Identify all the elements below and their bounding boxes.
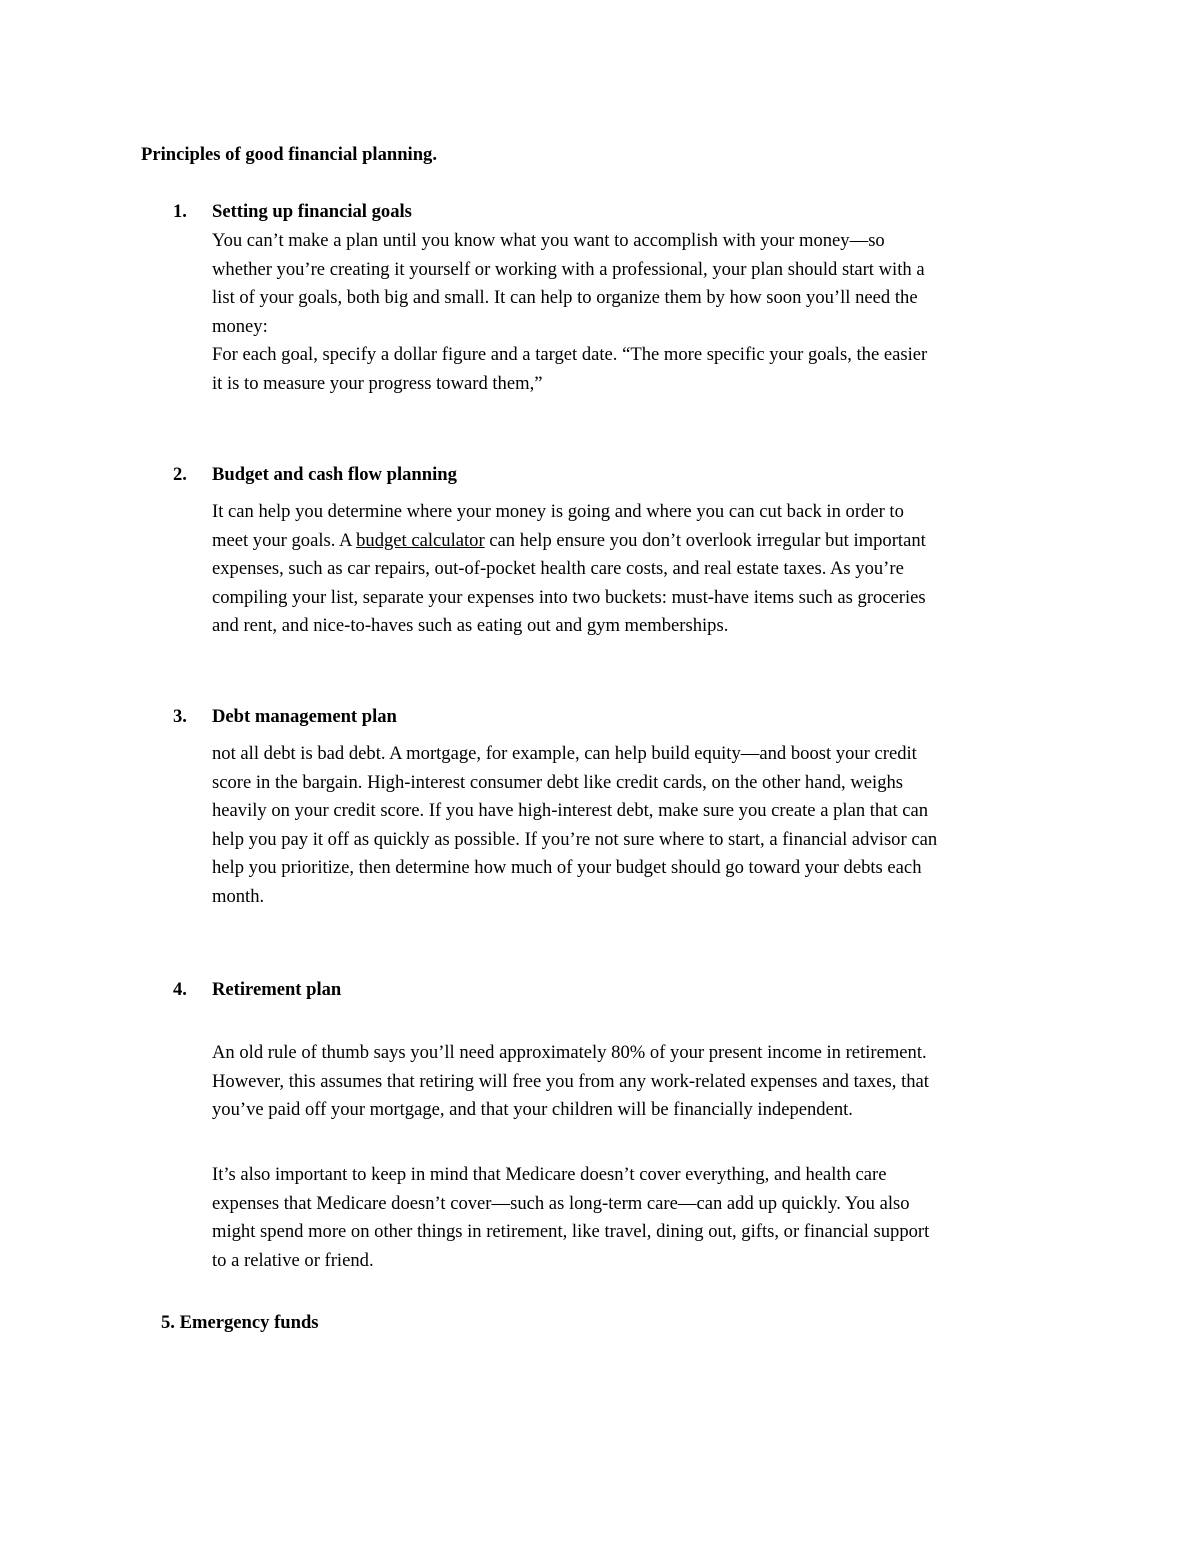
text-line: it is to measure your progress toward them,” xyxy=(212,372,543,394)
document-title: Principles of good financial planning. xyxy=(141,144,438,165)
text-line: whether you’re creating it yourself or working with a professional, your plan should start with a xyxy=(212,258,925,280)
budget-calculator-link[interactable]: budget calculator xyxy=(356,529,485,551)
section-body-retirement-p2 xyxy=(212,1161,1062,1275)
section-body-debt xyxy=(212,740,1062,912)
section-title: Budget and cash flow planning xyxy=(212,464,457,485)
text-line: For each goal, specify a dollar figure and a target date. “The more specific your goals, the easier xyxy=(212,344,928,366)
section-heading-budget xyxy=(173,461,457,490)
text-line: not all debt is bad debt. A mortgage, for example, can help build equity—and boost your credit xyxy=(212,743,917,764)
section-heading-goals xyxy=(173,198,412,227)
section-title: Debt management plan xyxy=(212,706,397,727)
text-line: expenses, such as car repairs, out-of-pocket health care costs, and real estate taxes. As you’re xyxy=(212,558,904,580)
section-body-retirement-p1 xyxy=(212,1039,1062,1125)
section-number: 3. xyxy=(173,706,187,727)
text-line: You can’t make a plan until you know what you want to accomplish with your money—so xyxy=(212,230,885,251)
text-line: help you pay it off as quickly as possible. If you’re not sure where to start, a financial advisor can xyxy=(212,828,938,850)
text-line: score in the bargain. High-interest consumer debt like credit cards, on the other hand, weighs xyxy=(212,771,904,793)
text-line: month. xyxy=(212,885,265,907)
text-line: to a relative or friend. xyxy=(212,1249,374,1271)
section-body-goals xyxy=(212,227,1062,399)
text-line: help you prioritize, then determine how much of your budget should go toward your debts each xyxy=(212,857,922,879)
section-number: 2. xyxy=(173,464,187,485)
text-line: money: xyxy=(212,315,268,337)
text-line xyxy=(212,527,1062,556)
text-line: It’s also important to keep in mind that Medicare doesn’t cover everything, and health care xyxy=(212,1164,887,1185)
text-line: An old rule of thumb says you’ll need approximately 80% of your present income in retirement. xyxy=(212,1042,927,1063)
text-line: However, this assumes that retiring will free you from any work-related expenses and taxes, that xyxy=(212,1070,929,1092)
text-line: compiling your list, separate your expenses into two buckets: must-have items such as groceries xyxy=(212,586,926,608)
section-heading-emergency xyxy=(161,1309,319,1338)
text-line: might spend more on other things in retirement, like travel, dining out, gifts, or financial support xyxy=(212,1221,930,1243)
text-fragment: meet your goals. A xyxy=(212,529,357,551)
text-line: It can help you determine where your money is going and where you can cut back in order to xyxy=(212,501,904,522)
section-heading-debt xyxy=(173,703,397,732)
section-number: 5. xyxy=(161,1312,175,1333)
section-title: Setting up financial goals xyxy=(212,201,412,222)
section-number: 4. xyxy=(173,979,187,1000)
text-line: you’ve paid off your mortgage, and that your children will be financially independent. xyxy=(212,1099,853,1121)
section-title: Emergency funds xyxy=(179,1312,319,1333)
section-title: Retirement plan xyxy=(212,979,342,1000)
text-line: expenses that Medicare doesn’t cover—such as long-term care—can add up quickly. You also xyxy=(212,1192,910,1214)
section-heading-retirement xyxy=(173,976,341,1005)
text-line: heavily on your credit score. If you have high-interest debt, make sure you create a plan that can xyxy=(212,800,929,822)
text-line: list of your goals, both big and small. It can help to organize them by how soon you’ll need the xyxy=(212,287,918,309)
section-number: 1. xyxy=(173,201,187,222)
text-line: and rent, and nice-to-haves such as eating out and gym memberships. xyxy=(212,615,729,637)
text-fragment: can help ensure you don’t overlook irregular but important xyxy=(484,529,926,551)
section-body-budget xyxy=(212,498,1062,641)
